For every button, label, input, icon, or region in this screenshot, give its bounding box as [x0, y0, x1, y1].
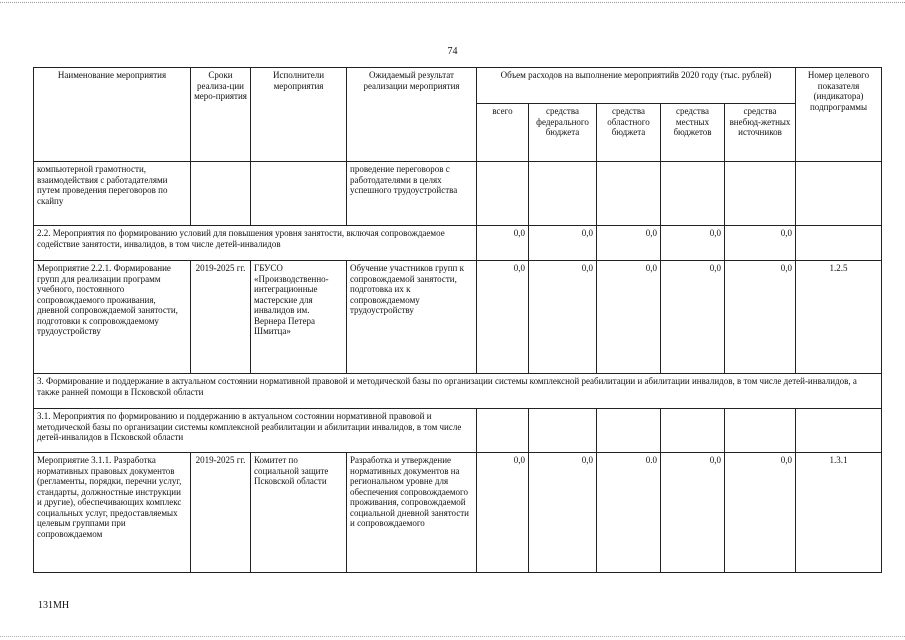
col-header-regional: средства областного бюджета	[597, 104, 661, 162]
cell-regional	[597, 409, 661, 453]
cell-federal: 0,0	[529, 453, 597, 573]
section-title: 2.2. Мероприятия по формированию условий для повышения уровня занятости, включая сопровождаемое содействие занятости, инвалидов, в том числе детей-инвалидов	[34, 226, 477, 261]
cell-total: 0,0	[477, 226, 529, 261]
cell-terms	[191, 162, 251, 226]
table-row-section-2-2	[34, 226, 882, 261]
table-row-measure-3-1-1	[34, 453, 882, 573]
cell-terms: 2019-2025 гг.	[191, 261, 251, 374]
cell-indicator	[796, 162, 882, 226]
col-header-total: всего	[477, 104, 529, 162]
cell-extra: 0,0	[725, 226, 796, 261]
cell-terms: 2019-2025 гг.	[191, 453, 251, 573]
cell-name: Мероприятие 3.1.1. Разработка нормативных правовых документов (регламенты, порядки, перечни услуг, стандарты, должностные инструкции и другие), обеспечивающих комплекс социальных услуг, предоставляемых целевым группами при сопровождаемом	[34, 453, 191, 573]
activities-table	[33, 67, 882, 573]
scan-edge-bottom	[0, 636, 905, 637]
cell-local: 0,0	[661, 226, 725, 261]
cell-regional: 0,0	[597, 261, 661, 374]
footer-code: 131МН	[38, 600, 70, 611]
cell-indicator: 1.2.5	[796, 261, 882, 374]
scan-edge-top	[0, 2, 905, 3]
cell-regional: 0,0	[597, 226, 661, 261]
cell-federal	[529, 409, 597, 453]
section-title: 3.1. Мероприятия по формированию и поддержанию в актуальном состоянии нормативной правовой и методической базы по организации системы комплексной реабилитации и абилитации инвалидов, в том числе детей-инвалидов в Псковской области	[34, 409, 477, 453]
cell-federal	[529, 162, 597, 226]
table-row-section-3-1	[34, 409, 882, 453]
table-row-measure-2-2-1	[34, 261, 882, 374]
cell-total: 0,0	[477, 453, 529, 573]
col-header-name: Наименование мероприятия	[34, 68, 191, 162]
col-header-expenses: Объем расходов на выполнение мероприятийв 2020 году (тыс. рублей)	[477, 68, 796, 104]
col-header-terms: Сроки реализа-ции меро-приятия	[191, 68, 251, 162]
cell-total	[477, 162, 529, 226]
cell-result: Обучение участников групп к сопровождаемой занятости, подготовка их к сопровождаемому трудоустройству	[347, 261, 477, 374]
cell-result: проведение переговоров с работодателями в целях успешного трудоустройства	[347, 162, 477, 226]
cell-extra	[725, 162, 796, 226]
col-header-extra: средства внебюд-жетных источников	[725, 104, 796, 162]
cell-extra: 0,0	[725, 261, 796, 374]
cell-extra	[725, 409, 796, 453]
page-number: 74	[447, 46, 458, 57]
cell-local: 0,0	[661, 453, 725, 573]
header-row-1	[34, 68, 882, 104]
cell-indicator: 1.3.1	[796, 453, 882, 573]
cell-extra: 0,0	[725, 453, 796, 573]
col-header-indicator: Номер целевого показателя (индикатора) подпрограммы	[796, 68, 882, 162]
cell-total: 0,0	[477, 261, 529, 374]
cell-executor: Комитет по социальной защите Псковской области	[251, 453, 347, 573]
cell-regional	[597, 162, 661, 226]
cell-name: Мероприятие 2.2.1. Формирование групп для реализации программ учебного, постоянного сопровождаемого проживания, дневной сопровождаемой занятости, подготовки к сопровождаемому трудоустройству	[34, 261, 191, 374]
col-header-local: средства местных бюджетов	[661, 104, 725, 162]
cell-local: 0,0	[661, 261, 725, 374]
cell-federal: 0,0	[529, 261, 597, 374]
cell-regional: 0.0	[597, 453, 661, 573]
cell-name: компьютерной грамотности, взаимодействия с работадателями путем проведения переговоров по скайпу	[34, 162, 191, 226]
col-header-result: Ожидаемый результат реализации мероприятия	[347, 68, 477, 162]
cell-indicator	[796, 226, 882, 261]
cell-total	[477, 409, 529, 453]
cell-result: Разработка и утверждение нормативных документов на региональном уровне для обеспечения сопровождаемого проживания, сопровождаемой социальной дневной занятости и сопровождаемого	[347, 453, 477, 573]
cell-federal: 0,0	[529, 226, 597, 261]
cell-executor: ГБУСО «Производственно-интеграционные мастерские для инвалидов им. Вернера Петера Шмитца»	[251, 261, 347, 374]
cell-local	[661, 409, 725, 453]
section-title: 3. Формирование и поддержание в актуальном состоянии нормативной правовой и методической базы по организации системы комплексной реабилитации и абилитации инвалидов, в том числе детей-инвалидов, а также ранней помощи в Псковской области	[34, 374, 882, 409]
col-header-executors: Исполнители мероприятия	[251, 68, 347, 162]
cell-indicator	[796, 409, 882, 453]
cell-local	[661, 162, 725, 226]
col-header-federal: средства федерального бюджета	[529, 104, 597, 162]
table-row-continuation	[34, 162, 882, 226]
cell-executor	[251, 162, 347, 226]
table-row-section-3	[34, 374, 882, 409]
